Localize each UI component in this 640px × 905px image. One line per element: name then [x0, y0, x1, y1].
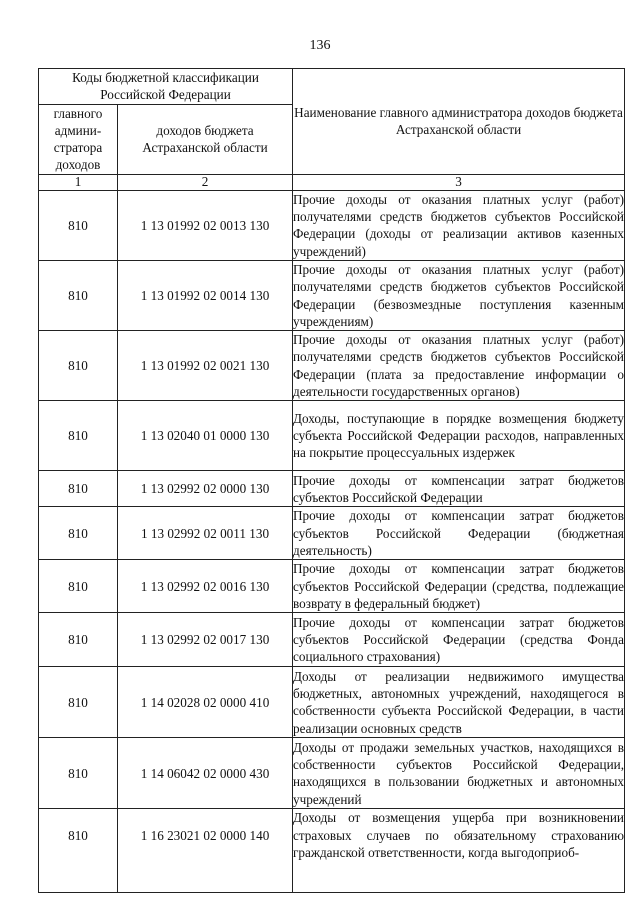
- budget-code-cell: 1 14 06042 02 0000 430: [118, 738, 293, 809]
- income-name-cell: Прочие доходы от компенсации затрат бюджетов субъектов Российской Федерации: [293, 472, 624, 505]
- budget-code-cell: 1 16 23021 02 0000 140: [118, 809, 293, 893]
- budget-code-cell: 1 13 02040 01 0000 130: [118, 401, 293, 471]
- table-row: [39, 667, 625, 738]
- table-row: [39, 809, 625, 893]
- budget-code-cell: 1 14 02028 02 0000 410: [118, 667, 293, 738]
- admin-code-cell: 810: [39, 401, 118, 471]
- income-name-cell: Доходы от реализации недвижимого имущества бюджетных, автономных учреждений, находящегося в собственности субъекта Российской Федерации, в части реализации основных средств: [293, 667, 625, 738]
- budget-classification-table: [38, 68, 625, 893]
- admin-code-cell: 810: [39, 507, 118, 560]
- header-administrator-name: Наименование главного администратора доходов бюджета Астраханской области: [293, 69, 625, 175]
- column-number-2: 2: [118, 174, 293, 190]
- income-name-cell: Прочие доходы от компенсации затрат бюджетов субъектов Российской Федерации (средства Фонда социального страхования): [293, 613, 625, 667]
- table-row: [39, 560, 625, 613]
- income-name-cell: Доходы от продажи земельных участков, находящихся в собственности субъектов Российской Федерации, находящихся в пользовании бюджетных и автономных учреждений: [293, 738, 625, 809]
- admin-code-cell: 810: [39, 331, 118, 401]
- page-number: 136: [309, 38, 331, 53]
- budget-code-cell: 1 13 02992 02 0011 130: [118, 507, 293, 560]
- income-name-cell: Прочие доходы от оказания платных услуг (работ) получателями средств бюджетов субъектов Российской Федерации (доходы от реализации активов казенных учреждений): [293, 191, 624, 259]
- income-name-cell: Прочие доходы от оказания платных услуг (работ) получателями средств бюджетов субъектов Российской Федерации (безвозмездные поступления казенным учреждениям): [293, 261, 624, 329]
- income-name-cell: Доходы от возмещения ущерба при возникновении страховых случаев по обязательному страхованию гражданской ответственности, когда выгодоприоб-: [293, 809, 625, 893]
- column-number-1: 1: [39, 174, 118, 190]
- admin-code-cell: 810: [39, 667, 118, 738]
- table-row: [39, 331, 625, 401]
- budget-code-cell: 1 13 01992 02 0021 130: [118, 331, 293, 401]
- table-row: [39, 190, 625, 260]
- budget-code-cell: 1 13 02992 02 0017 130: [118, 613, 293, 667]
- header-main-administrator: главного админи-стратора доходов: [39, 104, 118, 174]
- admin-code-cell: 810: [39, 471, 118, 507]
- table-row: [39, 260, 625, 330]
- column-number-3: 3: [293, 174, 625, 190]
- budget-code-cell: 1 13 02992 02 0016 130: [118, 560, 293, 613]
- admin-code-cell: 810: [39, 809, 118, 893]
- income-name-cell: Прочие доходы от оказания платных услуг (работ) получателями средств бюджетов субъектов Российской Федерации (плата за предоставление информации о деятельности государственных органов): [293, 332, 624, 400]
- budget-code-cell: 1 13 01992 02 0014 130: [118, 260, 293, 330]
- header-codes-group: Коды бюджетной классификации Российской Федерации: [39, 69, 293, 105]
- admin-code-cell: 810: [39, 260, 118, 330]
- table-row: [39, 471, 625, 507]
- budget-code-cell: 1 13 02992 02 0000 130: [118, 471, 293, 507]
- admin-code-cell: 810: [39, 190, 118, 260]
- income-name-cell: Прочие доходы от компенсации затрат бюджетов субъектов Российской Федерации (средства, подлежащие возврату в федеральный бюджет): [293, 561, 624, 611]
- table-row: [39, 507, 625, 560]
- admin-code-cell: 810: [39, 560, 118, 613]
- table-row: [39, 613, 625, 667]
- table-row: [39, 401, 625, 471]
- header-income-code: доходов бюджета Астраханской области: [118, 104, 293, 174]
- admin-code-cell: 810: [39, 613, 118, 667]
- admin-code-cell: 810: [39, 738, 118, 809]
- table-row: [39, 738, 625, 809]
- budget-code-cell: 1 13 01992 02 0013 130: [118, 190, 293, 260]
- income-name-cell: Прочие доходы от компенсации затрат бюджетов субъектов Российской Федерации (бюджетная деятельность): [293, 508, 624, 558]
- income-name-cell: Доходы, поступающие в порядке возмещения бюджету субъекта Российской Федерации расходов, направленных на покрытие процессуальных издержек: [293, 401, 625, 471]
